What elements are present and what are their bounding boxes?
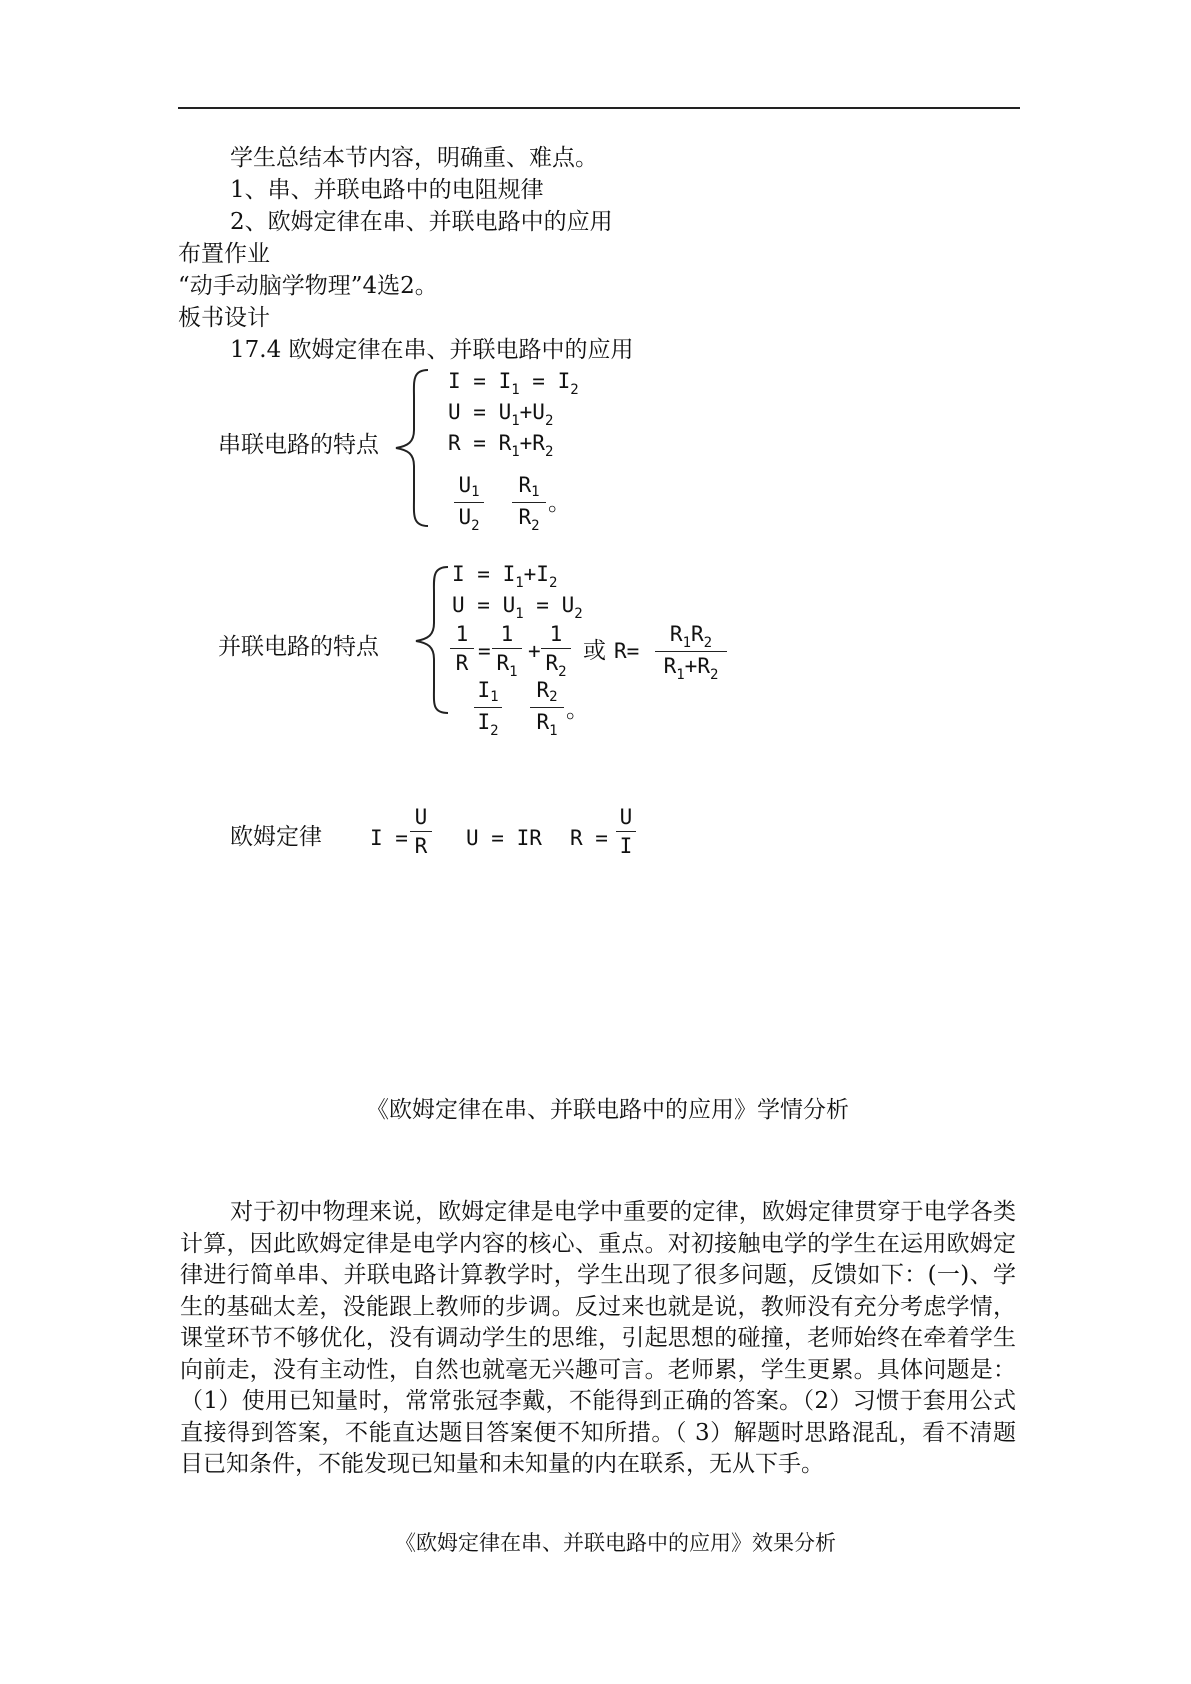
ohm-i-equals: I = [370, 826, 408, 850]
series-period: 。 [548, 490, 571, 516]
series-brace [392, 368, 432, 528]
analysis-title: 《欧姆定律在串、并联电路中的应用》学情分析 [366, 1097, 849, 1123]
effect-title: 《欧姆定律在串、并联电路中的应用》效果分析 [395, 1531, 836, 1555]
ohm-fraction-u-r: U R [410, 805, 432, 858]
ohm-fraction-u-i: U I [616, 805, 636, 858]
header-rule [178, 107, 1020, 109]
parallel-eq-current: $I = I_1+I_2$ [452, 562, 558, 591]
series-label: 串联电路的特点 [218, 432, 379, 458]
series-eq-resistance: $R = R_1+R_2$ [448, 431, 554, 460]
parallel-fraction-r: R2 $R_1$ [530, 678, 564, 737]
board-heading: 板书设计 [178, 305, 270, 331]
ohm-label: 欧姆定律 [230, 824, 322, 850]
series-eq-voltage: $U = U_1+U_2$ [448, 400, 554, 429]
parallel-brace [412, 565, 452, 715]
summary-point-1: 1、串、并联电路中的电阻规律 [230, 177, 544, 203]
parallel-fraction-product-sum: $R_1R_2$ $R_1+R_2$ [655, 622, 727, 681]
homework-heading: 布置作业 [178, 241, 270, 267]
ohm-u-equals: U = IR [466, 826, 542, 850]
parallel-fraction-1-r: 1 R [450, 622, 474, 675]
parallel-eq-voltage: $U = U_1 = U_2$ [452, 593, 583, 622]
parallel-or-text: 或 [583, 638, 606, 664]
ohm-r-equals: R = [570, 826, 608, 850]
homework-text: “动手动脑学物理”4选2。 [178, 273, 438, 299]
analysis-body [180, 1197, 1016, 1481]
summary-point-2: 2、欧姆定律在串、并联电路中的应用 [230, 209, 613, 235]
parallel-fraction-1-r2: 1 $R_2$ [541, 622, 571, 678]
series-eq-current: $I = I_1 = I_2$ [448, 369, 579, 398]
parallel-eq-sign: = [478, 639, 491, 663]
parallel-period: 。 [566, 697, 589, 723]
series-fraction-r: R1 $R_2$ [512, 473, 546, 532]
parallel-fraction-1-r1: 1 $R_1$ [492, 622, 522, 678]
parallel-plus-sign: + [528, 639, 541, 663]
parallel-fraction-i: I1 $I_2$ [474, 678, 502, 737]
summary-intro: 学生总结本节内容，明确重、难点。 [230, 145, 598, 171]
parallel-label: 并联电路的特点 [218, 634, 379, 660]
analysis-body-text: 对于初中物理来说，欧姆定律是电学中重要的定律，欧姆定律贯穿于电学各类计算，因此欧姆定律是电学内容的核心、重点。对初接触电学的学生在运用欧姆定律进行简单串、并联电路计算教学时，学生出现了很多问题，反馈如下：(一)、学生的基础太差，没能跟上教师的步调。反过来也就是说，教师没有充分考虑学情，课堂环节不够优化，没有调动学生的思维，引起思想的碰撞，老师始终在牵着学生向前走，没有主动性，自然也就毫无兴趣可言。老师累，学生更累。具体问题是：（1）使用已知量时，常常张冠李戴，不能得到正确的答案。（2）习惯于套用公式直接得到答案，不能直达题目答案便不知所措。（ 3）解题时思路混乱，看不清题目已知条件，不能发现已知量和未知量的内在联系，无从下手。 [180, 1199, 1016, 1477]
board-title: 17.4 欧姆定律在串、并联电路中的应用 [230, 337, 634, 363]
series-fraction-u: U1 $U_2$ [454, 473, 484, 532]
parallel-r-equals: R= [614, 639, 640, 663]
